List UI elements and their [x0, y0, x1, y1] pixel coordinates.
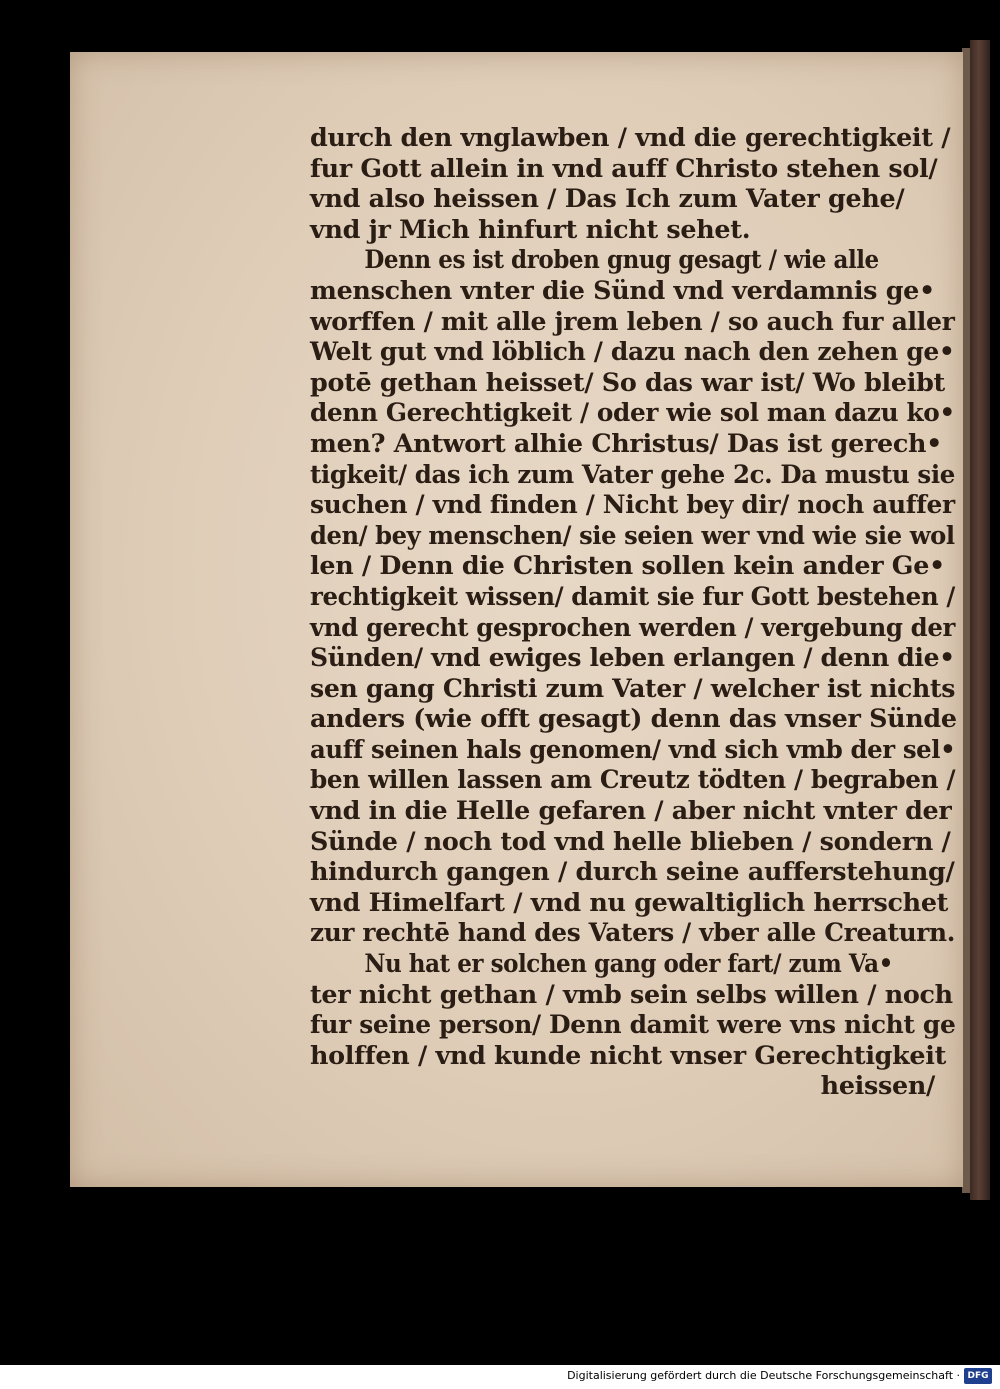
- text-line: suchen / vnd finden / Nicht bey dir/ noch auffer: [310, 489, 955, 520]
- text-line: holffen / vnd kunde nicht vnser Gerechtigkeit: [310, 1039, 947, 1070]
- dfg-logo: DFG: [964, 1368, 992, 1384]
- text-line: menschen vnter die Sünd vnd verdamnis ge•: [310, 274, 935, 305]
- text-line: denn Gerechtigkeit / oder wie sol man dazu ko•: [310, 397, 955, 428]
- text-line: potē gethan heisset/ So das war ist/ Wo bleibt: [310, 366, 945, 397]
- funding-credit: Digitalisierung gefördert durch die Deutsche Forschungsgemeinschaft ·: [567, 1369, 960, 1382]
- text-line: vnd in die Helle gefaren / aber nicht vnter der: [310, 795, 952, 826]
- text-line: anders (wie offt gesagt) denn das vnser Sünde: [310, 703, 957, 734]
- book-binding-edge: [970, 40, 990, 1200]
- text-line: worffen / mit alle jrem leben / so auch fur aller: [310, 305, 955, 336]
- text-line: ter nicht gethan / vmb sein selbs willen / noch: [310, 978, 953, 1009]
- text-line: vnd jr Mich hinfurt nicht sehet.: [310, 213, 751, 244]
- text-line: Sünde / noch tod vnd helle blieben / sondern /: [310, 825, 951, 856]
- text-line: den/ bey menschen/ sie seien wer vnd wie sie wol: [310, 519, 955, 550]
- text-line: men? Antwort alhie Christus/ Das ist gerech•: [310, 427, 943, 458]
- paragraph-start-line: Denn es ist droben gnug gesagt / wie alle: [364, 244, 879, 275]
- text-line: fur seine person/ Denn damit were vns nicht ge: [310, 1009, 956, 1040]
- page-text-block: [310, 122, 955, 1101]
- catchword: heissen/: [820, 1070, 935, 1101]
- text-line: vnd Himelfart / vnd nu gewaltiglich herrschet: [310, 886, 949, 917]
- text-line: sen gang Christi zum Vater / welcher ist nichts: [310, 672, 956, 703]
- text-line: durch den vnglawben / vnd die gerechtigkeit /: [310, 122, 951, 152]
- text-line: auff seinen hals genomen/ vnd sich vmb der sel•: [310, 733, 956, 764]
- text-line: tigkeit/ das ich zum Vater gehe 2c. Da mustu sie: [310, 458, 955, 489]
- text-line: hindurch gangen / durch seine aufferstehung/: [310, 856, 955, 887]
- text-line: zur rechtē hand des Vaters / vber alle Creaturn.: [310, 917, 956, 948]
- page-stack-edge: [962, 48, 970, 1193]
- text-line: Welt gut vnd löblich / dazu nach den zehen ge•: [310, 336, 955, 367]
- text-line: vnd also heissen / Das Ich zum Vater gehe/: [310, 183, 905, 214]
- book-page: [70, 52, 963, 1187]
- paragraph-start-line: Nu hat er solchen gang oder fart/ zum Va•: [364, 948, 893, 979]
- text-line: vnd gerecht gesprochen werden / vergebung der: [310, 611, 955, 642]
- text-line: ben willen lassen am Creutz tödten / begraben /: [310, 764, 956, 795]
- text-line: len / Denn die Christen sollen kein ander Ge•: [310, 550, 945, 581]
- text-line: Sünden/ vnd ewiges leben erlangen / denn die•: [310, 642, 955, 673]
- footer-bar: [0, 1365, 1000, 1389]
- text-line: rechtigkeit wissen/ damit sie fur Gott bestehen /: [310, 580, 955, 611]
- text-line: fur Gott allein in vnd auff Christo stehen sol/: [310, 152, 938, 183]
